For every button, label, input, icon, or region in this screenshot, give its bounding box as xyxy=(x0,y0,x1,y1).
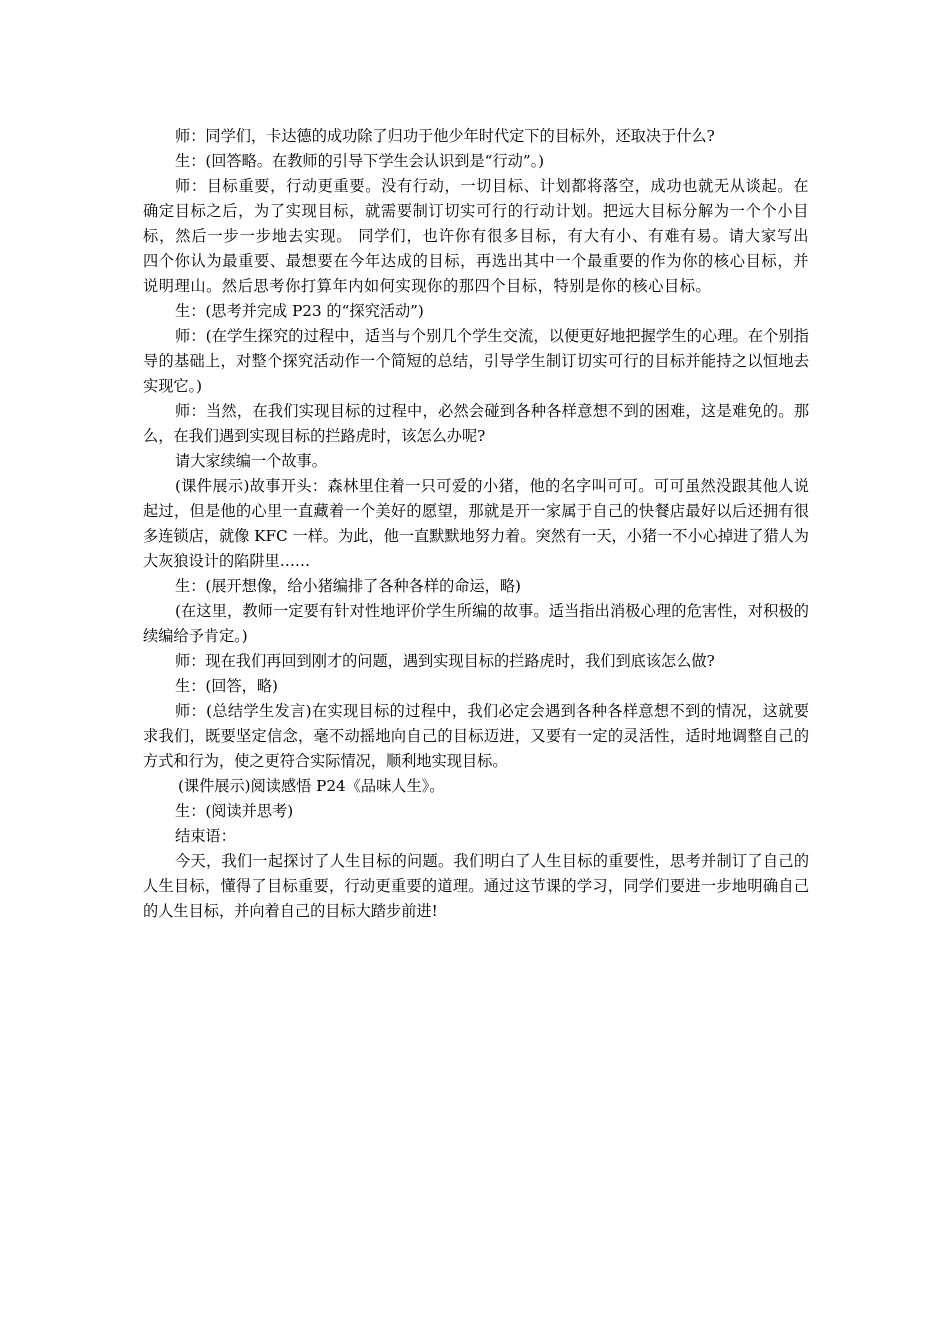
paragraph-student-read: 生：(阅读并思考) xyxy=(175,802,294,820)
paragraph-closing-heading: 结束语： xyxy=(175,827,236,845)
paragraph-teacher-return: 师：现在我们再回到刚才的问题，遇到实现目标的拦路虎时，我们到底该怎么做? xyxy=(175,652,715,670)
paragraph-student-answer: 生：(回答略。在教师的引导下学生会认识到是“行动”。) xyxy=(175,152,545,170)
paragraph-closing-text: 今天，我们一起探讨了人生目标的问题。我们明白了人生目标的重要性，思考并制订了自己的人生目标，懂得了目标重要，行动更重要的道理。通过这节课的学习，同学们要进一步地明确自己的人生目标，并向着自己的目标大踏步前进! xyxy=(143,852,809,920)
paragraph-reading: (课件展示)阅读感悟 P24《品味人生》。 xyxy=(178,777,445,795)
paragraph-teacher-obstacles: 师：当然，在我们实现目标的过程中，必然会碰到各种各样意想不到的困难，这是难免的。那么，在我们遇到实现目标的拦路虎时，该怎么办呢? xyxy=(143,402,809,445)
paragraph-teacher-note: (在这里，教师一定要有针对性地评价学生所编的故事。适当指出消极心理的危害性，对积极的续编给予肯定。) xyxy=(143,602,809,645)
document-page xyxy=(143,124,809,924)
paragraph-student-explore: 生：(思考并完成 P23 的“探究活动”) xyxy=(175,302,424,320)
paragraph-teacher-question: 师：同学们，卡达德的成功除了归功于他少年时代定下的目标外，还取决于什么? xyxy=(175,127,715,145)
paragraph-story-prompt: 请大家续编一个故事。 xyxy=(175,452,327,470)
paragraph-student-imagine: 生：(展开想像，给小猪编排了各种各样的命运，略) xyxy=(175,577,521,595)
paragraph-teacher-goals: 师：目标重要，行动更重要。没有行动，一切目标、计划都将落空，成功也就无从谈起。在确定目标之后，为了实现目标，就需要制订切实可行的行动计划。把远大目标分解为一个个小目标，然后一步一步地去实现。 同学们，也许你有很多目标，有大有小、有难有易。请大家写出四个你认为最重要、最想要在今年达成的目标，再选出其中一个最重要的作为你的核心目标，并说明理山。然后思考你打算年内如何实现你的那四个目标，特别是你的核心目标。 xyxy=(143,177,809,295)
paragraph-teacher-summary: 师：(总结学生发言)在实现目标的过程中，我们必定会遇到各种各样意想不到的情况，这就要求我们，既要坚定信念，毫不动摇地向自己的目标迈进，又要有一定的灵活性，适时地调整自己的方式和行为，使之更符合实际情况，顺利地实现目标。 xyxy=(143,702,809,770)
paragraph-story-opening: (课件展示)故事开头：森林里住着一只可爱的小猪，他的名字叫可可。可可虽然没跟其他人说起过，但是他的心里一直藏着一个美好的愿望，那就是开一家属于自己的快餐店最好以后还拥有很多连锁店，就像 KFC 一样。为此，他一直默默地努力着。突然有一天，小猪一不小心掉进了猎人为大灰狼设计的陷阱里…… xyxy=(143,477,809,570)
paragraph-teacher-guidance: 师：(在学生探究的过程中，适当与个别几个学生交流，以便更好地把握学生的心理。在个别指导的基础上，对整个探究活动作一个简短的总结，引导学生制订切实可行的目标并能持之以恒地去实现它。) xyxy=(143,327,809,395)
paragraph-student-reply: 生：(回答，略) xyxy=(175,677,278,695)
